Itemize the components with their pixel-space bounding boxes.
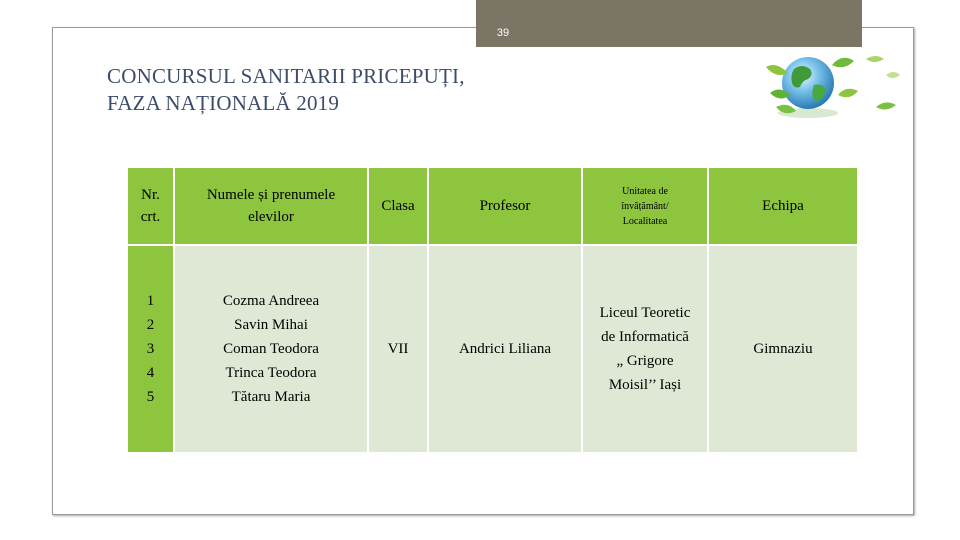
- header-nr: Nr. crt.: [127, 167, 174, 245]
- header-teacher: Profesor: [428, 167, 582, 245]
- table-header-row: [127, 167, 858, 245]
- slide-title: [107, 63, 465, 117]
- cell-class: VII: [368, 245, 428, 453]
- title-line-2: FAZA NAȚIONALĂ 2019: [107, 91, 340, 115]
- page-tab: [476, 0, 862, 47]
- cell-team: Gimnaziu: [708, 245, 858, 453]
- cell-students: Cozma Andreea Savin Mihai Coman Teodora Trinca Teodora Tătaru Maria: [174, 245, 368, 453]
- cell-school: Liceul Teoretic de Informatică „ Grigore Moisil’’ Iași: [582, 245, 708, 453]
- header-team: Echipa: [708, 167, 858, 245]
- cell-teacher: Andrici Liliana: [428, 245, 582, 453]
- table-row: [127, 245, 858, 453]
- title-line-1: CONCURSUL SANITARII PRICEPUȚI,: [107, 64, 465, 88]
- page-number: 39: [496, 27, 510, 39]
- header-school: Unitatea de învățământ/ Localitatea: [582, 167, 708, 245]
- green-globe-icon: [746, 45, 906, 125]
- header-student-names: Numele și prenumele elevilor: [174, 167, 368, 245]
- cell-numbers: 1 2 3 4 5: [127, 245, 174, 453]
- results-table: [126, 166, 859, 454]
- header-class: Clasa: [368, 167, 428, 245]
